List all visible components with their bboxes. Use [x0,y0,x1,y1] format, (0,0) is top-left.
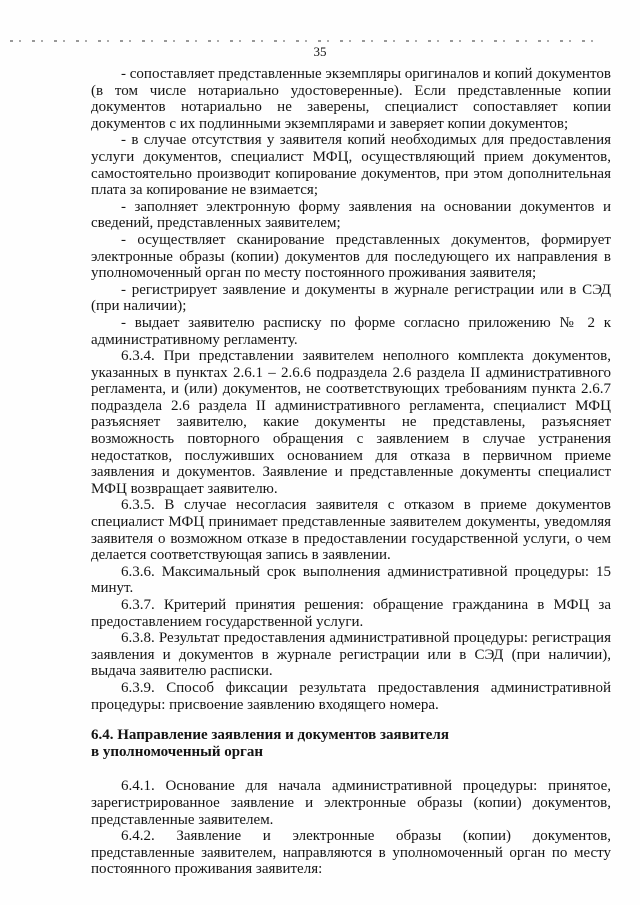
paragraph-6-3-9: 6.3.9. Способ фиксации результата предоставления административной процедуры: присвоение заявлению входящего номера. [91,679,611,713]
paragraph-compare-copies: - сопоставляет представленные экземпляры оригиналов и копий документов (в том числе нотариально удостоверенные). Если представленные копии документов нотариально не заверены, специалист сопоставляет копии документов с их подлинными экземплярами и заверяет копии документов; [91,66,611,132]
paragraph-fill-form: - заполняет электронную форму заявления на основании документов и сведений, представленных заявителем; [91,198,611,232]
section-heading-line-2: в уполномоченный орган [91,743,264,760]
paragraph-scanning: - осуществляет сканирование представленных документов, формирует электронные образы (копии) документов для последующего их направления в уполномоченный орган по месту постоянного проживания заявителя; [91,231,611,282]
paragraph-6-3-5: 6.3.5. В случае несогласия заявителя с отказом в приеме документов специалист МФЦ принимает представленные заявителем документы, уведомляя заявителя о возможном отказе в предоставлении государственной услуги, о чем делается соответствующая запись в заявлении. [91,497,611,564]
paragraph-6-3-7: 6.3.7. Критерий принятия решения: обращение гражданина в МФЦ за предоставлением государственной услуги. [91,597,611,630]
document-body [91,66,611,878]
paragraph-6-4-2: 6.4.2. Заявление и электронные образы (копии) документов, представленные заявителем, направляются в уполномоченный орган по месту постоянного проживания заявителя: [91,828,611,878]
paragraph-6-3-6: 6.3.6. Максимальный срок выполнения административной процедуры: 15 минут. [91,563,611,597]
paragraph-copying: - в случае отсутствия у заявителя копий необходимых для предоставления услуги документов, специалист МФЦ, осуществляющий прием документов, самостоятельно производит копирование документов, при этом дополнительная плата за копирование не взимается; [91,132,611,199]
paragraph-registration: - регистрирует заявление и документы в журнале регистрации или в СЭД (при наличии); [91,281,611,315]
section-heading-line-1: 6.4. Направление заявления и документов заявителя [91,727,449,744]
paragraph-6-3-4: 6.3.4. При представлении заявителем неполного комплекта документов, указанных в пунктах 2.6.1 – 2.6.6 подраздела 2.6 раздела II административного регламента, и (или) документов, не соответствующих требованиям пункта 2.6.7 подраздела 2.6 раздела II административного регламента, специалист МФЦ разъясняет заявителю, какие документы не представлены, разъясняет возможность повторного обращения с заявлением в случае устранения недостатков, послуживших основанием для отказа в первичном приеме заявления и документов. Заявление и представленные документы специалист МФЦ возвращает заявителю. [91,348,611,497]
scan-artifact-line [10,40,596,42]
page-number: 35 [313,44,327,59]
paragraph-receipt: - выдает заявителю расписку по форме согласно приложению № 2 к административному регламенту. [91,314,611,348]
paragraph-6-4-1: 6.4.1. Основание для начала административной процедуры: принятое, зарегистрированное заявление и электронные образы (копии) документов, представленные заявителем. [91,778,611,828]
paragraph-6-3-8: 6.3.8. Результат предоставления административной процедуры: регистрация заявления и документов в журнале регистрации или в СЭД (при наличии), выдача заявителю расписки. [91,630,611,680]
